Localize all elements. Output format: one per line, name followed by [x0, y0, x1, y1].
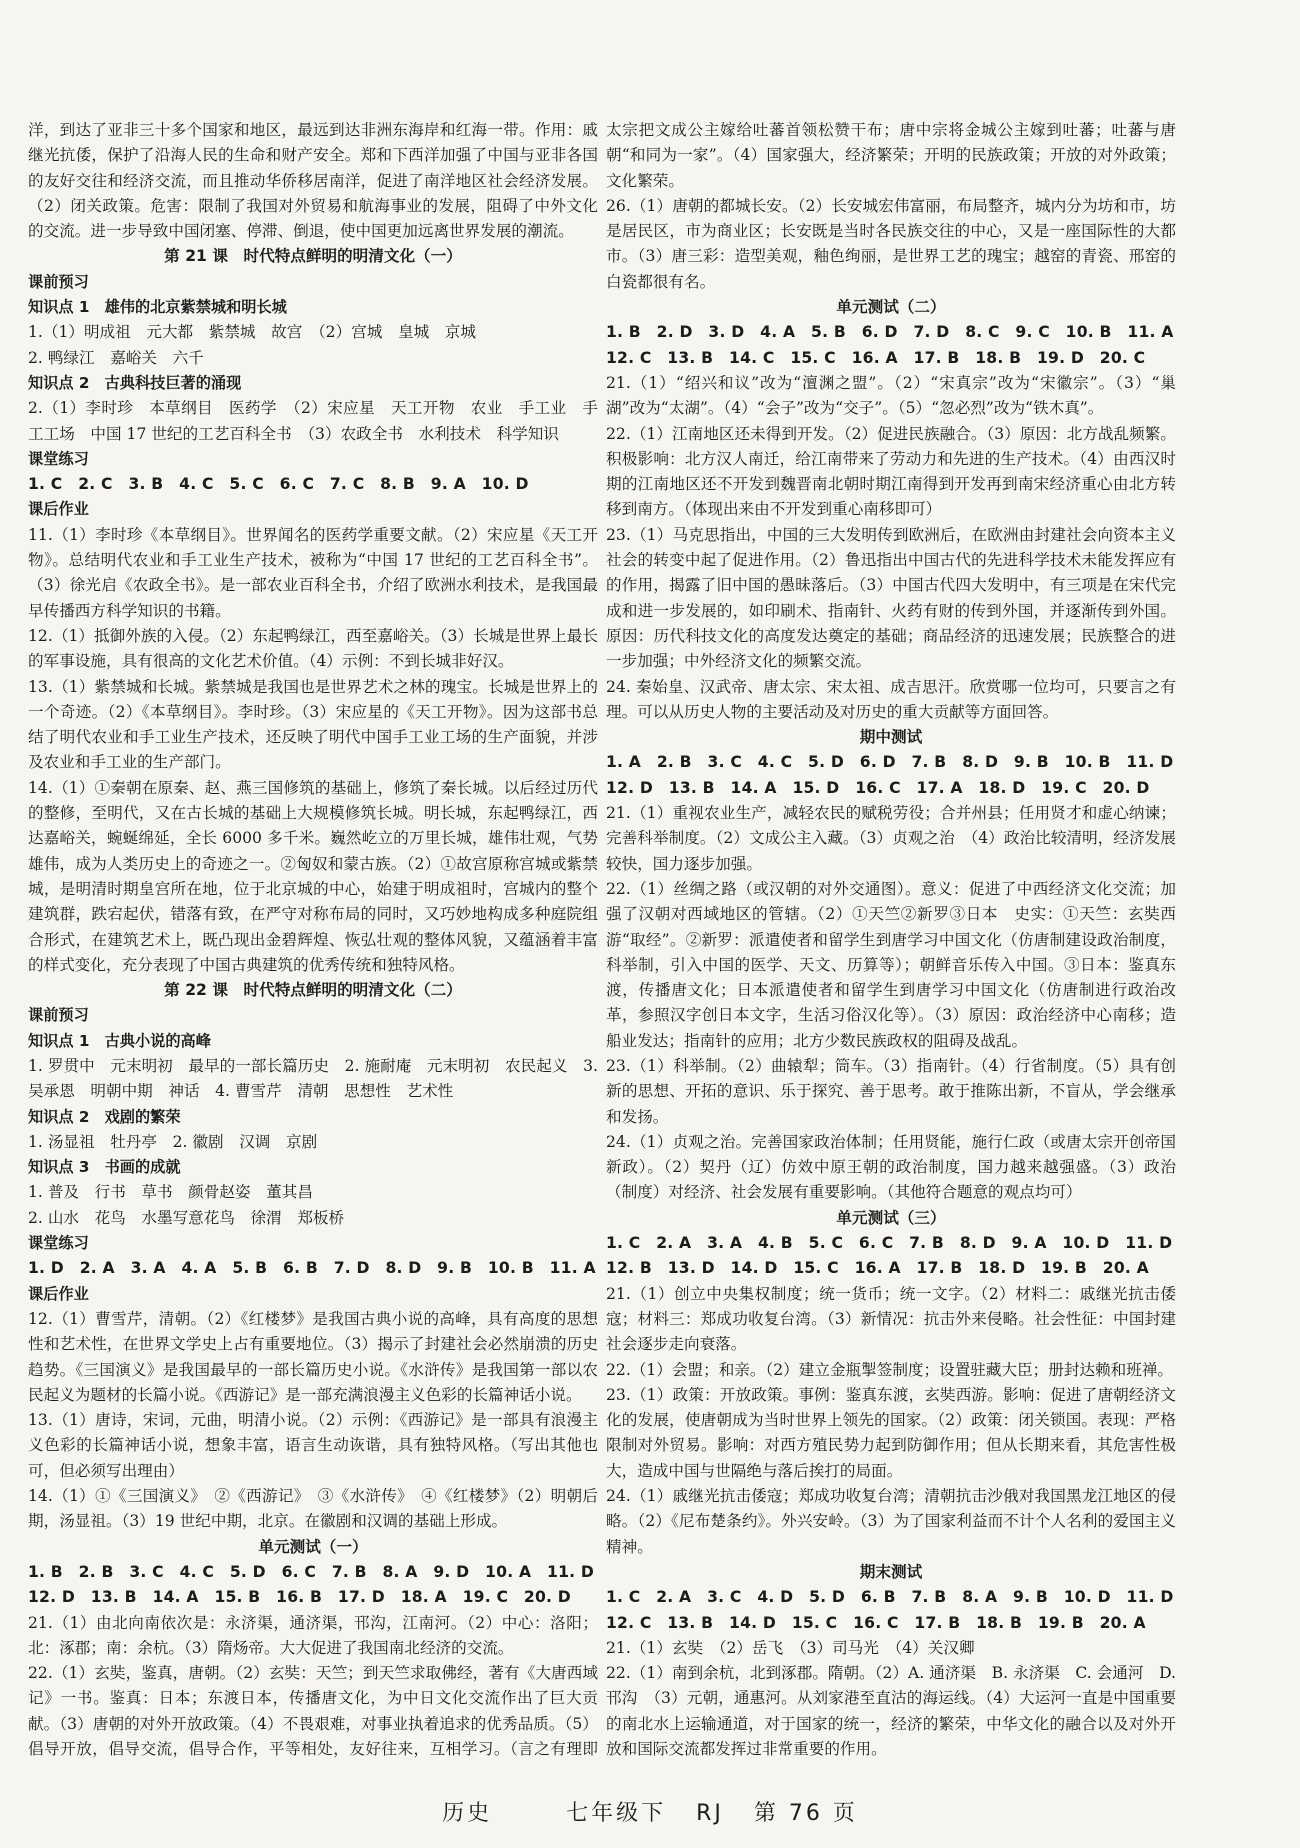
- answer-paragraph: 22.（1）丝绸之路（或汉朝的对外交通图）。意义：促进了中西经济文化交流；加强了汉朝对西域地区的管辖。（2）①天竺②新罗③日本 史实：①天竺：玄奘西游“取经”。②新罗：派遣使者和留学生到唐学习中国文化（仿唐制建设政治制度，科举制，引入中国的医学、天文、历算等）；朝鲜音乐传入中国。③日本：鉴真东渡，传播唐文化；日本派遣使者和留学生到唐学习中国文化（仿唐制进行政治改革，参照汉字创日本文字，生活习俗汉化等）。（3）原因：政治经济中心南移；造船业发达；指南针的应用；北方少数民族政权的阻碍及战乱。: [606, 879, 1176, 1050]
- subsection-label: 课后作业: [28, 1284, 89, 1303]
- answer-key-row: 12. C 13. B 14. C 15. C 16. A 17. B 18. B 19. D 20. C: [606, 348, 1146, 367]
- section-heading: 期末测试: [859, 1562, 923, 1581]
- subsection-label: 课堂练习: [28, 449, 89, 468]
- answer-paragraph: 21.（1）由北向南依次是：永济渠，通济渠，邗沟，江南河。（2）中心：洛阳；北：涿郡；南：余杭。（3）隋炀帝。大大促进了我国南北经济的交流。: [28, 1613, 598, 1657]
- answer-paragraph: 22.（1）玄奘，鉴真，唐朝。（2）玄奘：天竺；到天竺求取佛经，著有《大唐西域记》一书。鉴真：日本；东渡日本，传播唐文化，为中日文化交流作出了巨大贡献。（3）唐朝的对外开放政策。（4）不畏艰难，对事业执着追求的优秀品质。（5）倡导开放，倡导交流，倡导合作，平等相处，友好往来，互相学习。（言之有理即: [28, 1664, 598, 1758]
- answer-paragraph: 26.（1）唐朝的都城长安。（2）长安城宏伟富丽，布局整齐，城内分为坊和市，坊是居民区，市为商业区；长安既是当时各民族交往的中心，又是一座国际性的大都市。（3）唐三彩：造型美观，釉色绚丽，是世界工艺的瑰宝；越窑的青瓷、邢窑的白瓷都很有名。: [606, 196, 1176, 291]
- answer-paragraph: 21.（1）创立中央集权制度；统一货币；统一文字。（2）材料二：戚继光抗击倭寇；材料三：郑成功收复台湾。（3）新情况：抗击外来侵略。社会性征：中国封建社会逐步走向衰落。: [606, 1284, 1176, 1354]
- footer-edition: RJ: [696, 1801, 724, 1826]
- page-footer: [0, 1796, 1300, 1827]
- section-heading: 单元测试（一）: [258, 1537, 368, 1556]
- answer-paragraph: 22.（1）南到余杭，北到涿郡。隋朝。（2）A. 通济渠 B. 永济渠 C. 会通河 D. 邗沟 （3）元朝，通惠河。从刘家港至直沽的海运线。（4）大运河一直是中国重要的南北水上运输通道，对于国家的统一，经济的繁荣，中华文化的融合以及对外开放和国际交流都发挥过非常重要的作用。: [606, 1664, 1176, 1758]
- subsection-label: 知识点 1 雄伟的北京紫禁城和明长城: [28, 298, 287, 317]
- answer-paragraph: 24.（1）戚继光抗击倭寇；郑成功收复台湾；清朝抗击沙俄对我国黑龙江地区的侵略。（2）《尼布楚条约》。外兴安岭。（3）为了国家利益而不计个人名利的爱国主义精神。: [606, 1487, 1176, 1556]
- answer-paragraph: 2. 山水 花鸟 水墨写意花鸟 徐渭 郑板桥: [28, 1208, 345, 1227]
- answer-key-row: 1. C 2. A 3. A 4. B 5. C 6. C 7. B 8. D 9. A 10. D 11. D: [606, 1234, 1173, 1253]
- answer-paragraph: 21.（1）重视农业生产，减轻农民的赋税劳役；合并州县；任用贤才和虚心纳谏；完善科举制度。（2）文成公主入藏。（3）贞观之治 （4）政治比较清明，经济发展较快，国力逐步加强。: [606, 804, 1176, 873]
- answer-key-row: 12. D 13. B 14. A 15. D 16. C 17. A 18. D 19. C 20. D: [606, 778, 1150, 797]
- section-heading: 第 22 课 时代特点鲜明的明清文化（二）: [164, 981, 462, 1000]
- subsection-label: 课堂练习: [28, 1234, 89, 1253]
- answer-paragraph: 21.（1）“绍兴和议”改为“澶渊之盟”。（2）“宋真宗”改为“宋徽宗”。（3）“巢湖”改为“太湖”。（4）“会子”改为“交子”。（5）“忽必烈”改为“铁木真”。: [606, 373, 1176, 418]
- answer-paragraph: 23.（1）政策：开放政策。事例：鉴真东渡，玄奘西游。影响：促进了唐朝经济文化的发展，使唐朝成为当时世界上领先的国家。（2）政策：闭关锁国。表现：严格限制对外贸易。影响：对西方殖民势力起到防御作用；但从长期来看，其危害性极大，造成中国与世隔绝与落后挨打的局面。: [606, 1385, 1176, 1480]
- answer-key-row: 1. A 2. B 3. C 4. C 5. D 6. D 7. B 8. D 9. B 10. B 11. D: [606, 753, 1174, 772]
- answer-paragraph: 12.（1）抵御外族的入侵。（2）东起鸭绿江，西至嘉峪关。（3）长城是世界上最长的军事设施，具有很高的文化艺术价值。（4）示例：不到长城非好汉。: [28, 626, 598, 671]
- answer-paragraph: 1. 罗贯中 元末明初 最早的一部长篇历史 2. 施耐庵 元末明初 农民起义 3. 吴承恩 明朝中期 神话 4. 曹雪芹 清朝 思想性 艺术性: [28, 1056, 598, 1101]
- answer-key-row: 12. C 13. B 14. D 15. C 16. C 17. B 18. B 19. B 20. A: [606, 1613, 1146, 1632]
- answer-paragraph: 14.（1）①《三国演义》 ②《西游记》 ③《水浒传》 ④《红楼梦》（2）明朝后期，汤显祖。（3）19 世纪中期，北京。在徽剧和汉调的基础上形成。: [28, 1487, 598, 1531]
- subsection-label: 知识点 3 书画的成就: [28, 1158, 181, 1177]
- subsection-label: 课前预习: [28, 1006, 89, 1025]
- left-column: [28, 118, 598, 1758]
- section-heading: 单元测试（二）: [836, 298, 946, 317]
- answer-paragraph: 13.（1）唐诗，宋词，元曲，明清小说。（2）示例：《西游记》是一部具有浪漫主义色彩的长篇神话小说，想象丰富，语言生动诙谐，具有独特风格。（写出其他也可，但必须写出理由）: [28, 1411, 598, 1480]
- answer-paragraph: 24. 秦始皇、汉武帝、唐太宗、宋太祖、成吉思汗。欣赏哪一位均可，只要言之有理。可以从历史人物的主要活动及对历史的重大贡献等方面回答。: [606, 677, 1176, 721]
- subsection-label: 知识点 2 古典科技巨著的涌现: [28, 373, 242, 392]
- answer-key-row: 12. D 13. B 14. A 15. B 16. B 17. D 18. A 19. C 20. D: [28, 1588, 571, 1607]
- section-heading: 第 21 课 时代特点鲜明的明清文化（一）: [164, 247, 462, 266]
- right-column: [606, 118, 1176, 1758]
- answer-paragraph: 1.（1）明成祖 元大都 紫禁城 故宫 （2）宫城 皇城 京城: [28, 323, 476, 342]
- answer-paragraph: 22.（1）会盟；和亲。（2）建立金瓶掣签制度；设置驻藏大臣；册封达赖和班禅。: [606, 1360, 1174, 1379]
- answer-key-row: 1. D 2. A 3. A 4. A 5. B 6. B 7. D 8. D 9. B 10. B 11. A: [28, 1259, 596, 1278]
- answer-paragraph: 13.（1）紫禁城和长城。紫禁城是我国也是世界艺术之林的瑰宝。长城是世界上的一个奇迹。（2）《本草纲目》。李时珍。（3）宋应星的《天工开物》。因为这部书总结了明代农业和手工业生产技术，还反映了明代中国手工业工场的生产面貌，并涉及农业和手工业的生产部门。: [28, 677, 598, 772]
- answer-paragraph: 21.（1）玄奘 （2）岳飞 （3）司马光 （4）关汉卿: [606, 1638, 975, 1657]
- section-heading: 期中测试: [859, 728, 923, 747]
- answer-key-row: 12. B 13. D 14. D 15. C 16. A 17. B 18. D 19. B 20. A: [606, 1259, 1149, 1278]
- answer-paragraph: 24.（1）贞观之治。完善国家政治体制；任用贤能，施行仁政（或唐太宗开创帝国新政）。（2）契丹（辽）仿效中原王朝的政治制度，国力越来越强盛。（3）政治（制度）对经济、社会发展有重要影响。（其他符合题意的观点均可）: [606, 1132, 1176, 1202]
- footer-grade: 七年级下: [566, 1801, 667, 1826]
- answer-paragraph: 23.（1）马克思指出，中国的三大发明传到欧洲后，在欧洲由封建社会向资本主义社会的转变中起了促进作用。（2）鲁迅指出中国古代的先进科学技术未能发挥应有的作用，揭露了旧中国的愚昧落后。（3）中国古代四大发明中，有三项是在宋代完成和进一步发展的，如印刷术、指南针、火药有财的传到外国，并逐渐传到外国。原因：历代科技文化的高度发达奠定的基础；商品经济的迅速发展；民族整合的进一步加强；中外经济文化的频繁交流。: [606, 525, 1176, 671]
- answer-paragraph: 1. 汤显祖 牡丹亭 2. 徽剧 汉调 京剧: [28, 1132, 318, 1151]
- answer-paragraph: 12.（1）曹雪芹，清朝。（2）《红楼梦》是我国古典小说的高峰，具有高度的思想性和艺术性，在世界文学史上占有重要地位。（3）揭示了封建社会必然崩溃的历史趋势。《三国演义》是我国最早的一部长篇历史小说。《水浒传》是我国第一部以农民起义为题材的长篇小说。《西游记》是一部充满浪漫主义色彩的长篇神话小说。: [28, 1309, 598, 1404]
- answer-paragraph: 太宗把文成公主嫁给吐蕃首领松赞干布；唐中宗将金城公主嫁到吐蕃；吐蕃与唐朝“和同为一家”。（4）国家强大，经济繁荣；开明的民族政策；开放的对外政策；文化繁荣。: [606, 121, 1176, 190]
- answer-key-row: 1. B 2. B 3. C 4. C 5. D 6. C 7. B 8. A 9. D 10. A 11. D: [28, 1562, 595, 1581]
- answer-key-row: 1. C 2. C 3. B 4. C 5. C 6. C 7. C 8. B 9. A 10. D: [28, 475, 529, 494]
- answer-paragraph: 2.（1）李时珍 本草纲目 医药学 （2）宋应星 天工开物 农业 手工业 手工工场 中国 17 世纪的工艺百科全书 （3）农政全书 水利技术 科学知识: [28, 399, 598, 443]
- answer-paragraph: 2. 鸭绿江 嘉峪关 六千: [28, 348, 204, 367]
- answer-key-row: 1. B 2. D 3. D 4. A 5. B 6. D 7. D 8. C 9. C 10. B 11. A: [606, 323, 1174, 342]
- answer-paragraph: 洋，到达了亚非三十多个国家和地区，最远到达非洲东海岸和红海一带。作用：戚继光抗倭，保护了沿海人民的生命和财产安全。郑和下西洋加强了中国与亚非各国的友好交往和经济交流，而且推动华侨移居南洋，促进了南洋地区社会经济发展。（2）闭关政策。危害：限制了我国对外贸易和航海事业的发展，阻碍了中外文化的交流。进一步导致中国闭塞、停滞、倒退，使中国更加远离世界发展的潮流。: [28, 121, 598, 241]
- answer-paragraph: 22.（1）江南地区还未得到开发。（2）促进民族融合。（3）原因：北方战乱频繁。积极影响：北方汉人南迁，给江南带来了劳动力和先进的生产技术。（4）由西汉时期的江南地区还不开发到魏晋南北朝时期江南得到开发再到南宋经济重心由北方转移到南方。（体现出来由不开发到重心南移即可）: [606, 424, 1176, 519]
- answer-paragraph: 1. 普及 行书 草书 颜骨赵姿 董其昌: [28, 1183, 313, 1202]
- answer-paragraph: 23.（1）科举制。（2）曲辕犁；筒车。（3）指南针。（4）行省制度。（5）具有创新的思想、开拓的意识、乐于探究、善于思考。敢于推陈出新，不盲从，学会继承和发扬。: [606, 1056, 1176, 1126]
- subsection-label: 知识点 2 戏剧的繁荣: [28, 1107, 181, 1126]
- subsection-label: 知识点 1 古典小说的高峰: [28, 1031, 211, 1050]
- footer-subject: 历史: [442, 1801, 493, 1826]
- answer-key-row: 1. C 2. A 3. C 4. D 5. D 6. B 7. B 8. A 9. B 10. D 11. D: [606, 1588, 1174, 1607]
- footer-page-number: 第 76 页: [753, 1801, 858, 1826]
- section-heading: 单元测试（三）: [836, 1208, 946, 1227]
- subsection-label: 课后作业: [28, 500, 89, 519]
- answer-paragraph: 14.（1）①秦朝在原秦、赵、燕三国修筑的基础上，修筑了秦长城。以后经过历代的整修，至明代，又在古长城的基础上大规模修筑长城。明长城，东起鸭绿江，西达嘉峪关，蜿蜒绵延，全长 6000 多千米。巍然屹立的万里长城，雄伟壮观，气势雄伟，成为人类历史上的奇迹之一。②匈奴和蒙古族。（2）①故宫原称宫城或紫禁城，是明清时期皇宫所在地，位于北京城的中心，始建于明成祖时，宫城内的整个建筑群，跌宕起伏，错落有致，在严守对称布局的同时，又巧妙地构成多种庭院组合形式，在建筑艺术上，既凸现出金碧辉煌、恢弘壮观的整体风貌，又蕴涵着丰富的样式变化，充分表现了中国古典建筑的优秀传统和独特风格。: [28, 778, 598, 974]
- subsection-label: 课前预习: [28, 272, 89, 291]
- answer-paragraph: 11.（1）李时珍《本草纲目》。世界闻名的医药学重要文献。（2）宋应星《天工开物》。总结明代农业和手工业生产技术，被称为“中国 17 世纪的工艺百科全书”。（3）徐光启《农政全书》。是一部农业百科全书，介绍了欧洲水利技术，是我国最早传播西方科学知识的书籍。: [28, 525, 598, 620]
